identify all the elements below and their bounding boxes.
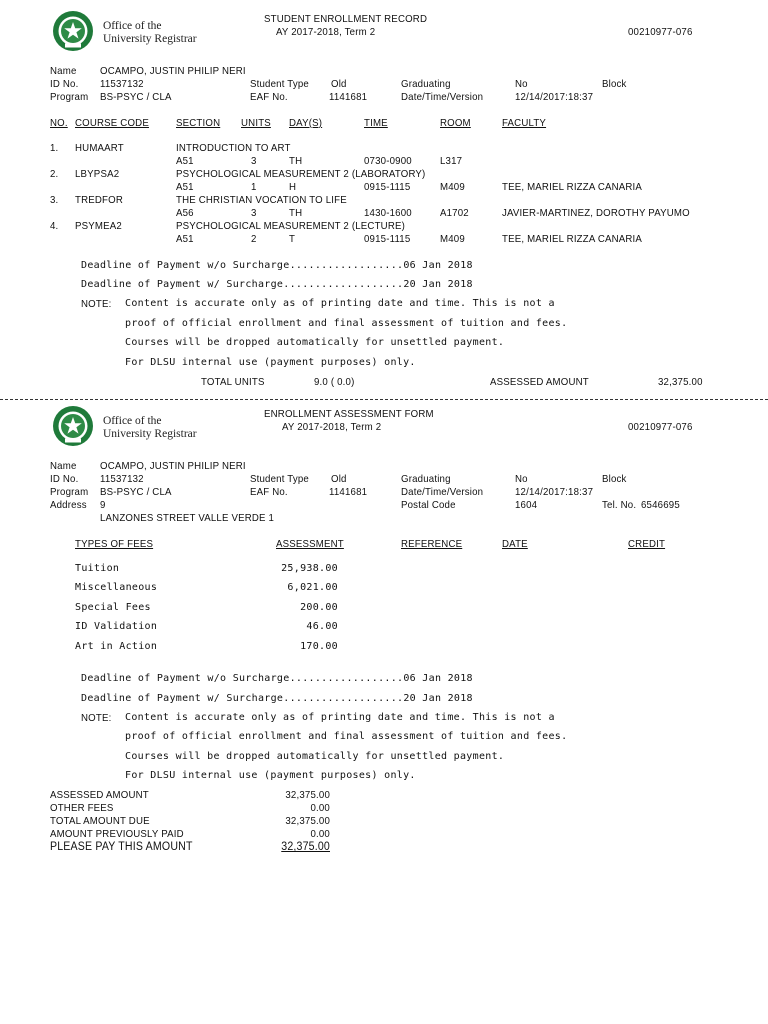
date-time-version: 12/14/2017:18:37	[515, 91, 594, 103]
student-type-label: Student Type	[250, 473, 309, 485]
course-faculty: JAVIER-MARTINEZ, DOROTHY PAYUMO	[502, 207, 690, 219]
program-value: BS-PSYC / CLA	[100, 91, 172, 103]
course-code: HUMAART	[75, 142, 124, 154]
course-number: 4.	[50, 220, 59, 232]
course-room: M409	[440, 181, 465, 193]
student-name: OCAMPO, JUSTIN PHILIP NERI	[100, 460, 246, 472]
course-units: 2	[251, 233, 257, 245]
col-header-assessment: ASSESSMENT	[276, 538, 344, 550]
date-time-version-label: Date/Time/Version	[401, 91, 484, 103]
col-header-date: DATE	[502, 538, 528, 550]
fee-name: Tuition	[75, 563, 120, 574]
registrar-name-label: University Registrar	[103, 428, 197, 440]
course-title: THE CHRISTIAN VOCATION TO LIFE	[176, 194, 347, 206]
col-header-section: SECTION	[176, 117, 221, 129]
summary-value: 32,375.00	[285, 815, 330, 827]
course-time: 0915-1115	[364, 181, 411, 193]
program-label: Program	[50, 486, 89, 498]
col-header-course-code: COURSE CODE	[75, 117, 149, 129]
name-label: Name	[50, 65, 77, 77]
course-code: TREDFOR	[75, 194, 123, 206]
course-section: A51	[176, 155, 194, 167]
course-room: L317	[440, 155, 463, 167]
summary-value: 0.00	[310, 802, 330, 814]
postal-code-label: Postal Code	[401, 499, 456, 511]
summary-label: TOTAL AMOUNT DUE	[50, 815, 150, 827]
eaf-number: 1141681	[329, 91, 368, 103]
deadline-with-surcharge: Deadline of Payment w/ Surcharge...................20 Jan 2018	[81, 279, 473, 290]
deadline-without-surcharge: Deadline of Payment w/o Surcharge..................06 Jan 2018	[81, 673, 473, 684]
graduating-label: Graduating	[401, 473, 451, 485]
program-value: BS-PSYC / CLA	[100, 486, 172, 498]
telephone-number: 6546695	[641, 499, 680, 511]
registrar-name-label: University Registrar	[103, 33, 197, 45]
assessment-term: AY 2017-2018, Term 2	[282, 421, 382, 433]
student-id: 11537132	[100, 78, 144, 90]
dlsu-seal-logo	[52, 10, 94, 52]
note-line: For DLSU internal use (payment purposes) only.	[125, 770, 416, 781]
please-pay-label: PLEASE PAY THIS AMOUNT	[50, 841, 193, 853]
course-time: 0915-1115	[364, 233, 411, 245]
graduating-value: No	[515, 78, 528, 90]
fee-amount: 170.00	[300, 641, 338, 652]
fee-amount: 200.00	[300, 602, 338, 613]
note-line: Content is accurate only as of printing date and time. This is not a	[125, 712, 555, 723]
course-number: 1.	[50, 142, 59, 154]
course-code: LBYPSA2	[75, 168, 120, 180]
student-id: 11537132	[100, 473, 144, 485]
col-header-time: TIME	[364, 117, 388, 129]
summary-value: 32,375.00	[285, 789, 330, 801]
address-number: 9	[100, 499, 106, 511]
assessed-amount-label: ASSESSED AMOUNT	[490, 376, 589, 388]
course-faculty: TEE, MARIEL RIZZA CANARIA	[502, 233, 643, 245]
note-line: Courses will be dropped automatically for unsettled payment.	[125, 337, 505, 348]
program-label: Program	[50, 91, 89, 103]
course-time: 1430-1600	[364, 207, 412, 219]
record-title: STUDENT ENROLLMENT RECORD	[264, 13, 428, 25]
please-pay-amount: 32,375.00	[281, 841, 330, 853]
summary-label: ASSESSED AMOUNT	[50, 789, 149, 801]
eaf-label: EAF No.	[250, 91, 288, 103]
block-label: Block	[602, 78, 627, 90]
deadline-without-surcharge: Deadline of Payment w/o Surcharge..................06 Jan 2018	[81, 260, 473, 271]
record-doc-number: 00210977-076	[628, 26, 693, 38]
street-address: LANZONES STREET VALLE VERDE 1	[100, 512, 275, 524]
col-header-reference: REFERENCE	[401, 538, 463, 550]
fee-amount: 25,938.00	[281, 563, 338, 574]
course-units: 1	[251, 181, 257, 193]
course-days: TH	[289, 155, 303, 167]
course-units: 3	[251, 155, 257, 167]
note-label: NOTE:	[81, 298, 112, 310]
eaf-number: 1141681	[329, 486, 368, 498]
student-type-label: Student Type	[250, 78, 309, 90]
course-days: T	[289, 233, 296, 245]
course-section: A51	[176, 181, 194, 193]
course-faculty: TEE, MARIEL RIZZA CANARIA	[502, 181, 643, 193]
eaf-label: EAF No.	[250, 486, 288, 498]
summary-label: OTHER FEES	[50, 802, 114, 814]
student-type: Old	[331, 473, 347, 485]
dlsu-seal-logo	[52, 405, 94, 447]
graduating-label: Graduating	[401, 78, 451, 90]
postal-code: 1604	[515, 499, 538, 511]
fee-amount: 6,021.00	[287, 582, 338, 593]
course-title: PSYCHOLOGICAL MEASUREMENT 2 (LECTURE)	[176, 220, 406, 232]
note-line: proof of official enrollment and final assessment of tuition and fees.	[125, 731, 568, 742]
assessment-doc-number: 00210977-076	[628, 421, 693, 433]
course-number: 2.	[50, 168, 59, 180]
col-header-types-of-fees: TYPES OF FEES	[75, 538, 154, 550]
date-time-version: 12/14/2017:18:37	[515, 486, 594, 498]
course-room: M409	[440, 233, 465, 245]
deadline-with-surcharge: Deadline of Payment w/ Surcharge...................20 Jan 2018	[81, 693, 473, 704]
course-days: H	[289, 181, 297, 193]
record-term: AY 2017-2018, Term 2	[276, 26, 376, 38]
assessment-title: ENROLLMENT ASSESSMENT FORM	[264, 408, 434, 420]
total-units-value: 9.0 ( 0.0)	[314, 376, 355, 388]
note-label: NOTE:	[81, 712, 112, 724]
course-title: INTRODUCTION TO ART	[176, 142, 291, 154]
registrar-office-label: Office of the	[103, 415, 162, 427]
name-label: Name	[50, 460, 77, 472]
fee-amount: 46.00	[306, 621, 338, 632]
course-code: PSYMEA2	[75, 220, 122, 232]
registrar-office-label: Office of the	[103, 20, 162, 32]
block-label: Block	[602, 473, 627, 485]
col-header-units: UNITS	[241, 117, 271, 129]
course-number: 3.	[50, 194, 59, 206]
col-header-faculty: FACULTY	[502, 117, 547, 129]
course-title: PSYCHOLOGICAL MEASUREMENT 2 (LABORATORY)	[176, 168, 426, 180]
address-label: Address	[50, 499, 87, 511]
tear-off-divider	[0, 399, 768, 400]
note-line: Content is accurate only as of printing date and time. This is not a	[125, 298, 555, 309]
course-days: TH	[289, 207, 303, 219]
graduating-value: No	[515, 473, 528, 485]
course-units: 3	[251, 207, 257, 219]
student-type: Old	[331, 78, 347, 90]
note-line: Courses will be dropped automatically for unsettled payment.	[125, 751, 505, 762]
course-section: A51	[176, 233, 194, 245]
summary-label: AMOUNT PREVIOUSLY PAID	[50, 828, 184, 840]
col-header-days: DAY(S)	[289, 117, 323, 129]
assessed-amount-value: 32,375.00	[658, 376, 703, 388]
col-header-credit: CREDIT	[628, 538, 666, 550]
id-label: ID No.	[50, 473, 79, 485]
course-room: A1702	[440, 207, 469, 219]
date-time-version-label: Date/Time/Version	[401, 486, 484, 498]
total-units-label: TOTAL UNITS	[201, 376, 265, 388]
course-time: 0730-0900	[364, 155, 412, 167]
telephone-label: Tel. No.	[602, 499, 637, 511]
fee-name: ID Validation	[75, 621, 158, 632]
id-label: ID No.	[50, 78, 79, 90]
fee-name: Special Fees	[75, 602, 151, 613]
note-line: For DLSU internal use (payment purposes) only.	[125, 357, 416, 368]
fee-name: Miscellaneous	[75, 582, 158, 593]
col-header-no: NO.	[50, 117, 68, 129]
col-header-room: ROOM	[440, 117, 471, 129]
note-line: proof of official enrollment and final assessment of tuition and fees.	[125, 318, 568, 329]
fee-name: Art in Action	[75, 641, 158, 652]
student-name: OCAMPO, JUSTIN PHILIP NERI	[100, 65, 246, 77]
course-section: A56	[176, 207, 194, 219]
summary-value: 0.00	[310, 828, 330, 840]
